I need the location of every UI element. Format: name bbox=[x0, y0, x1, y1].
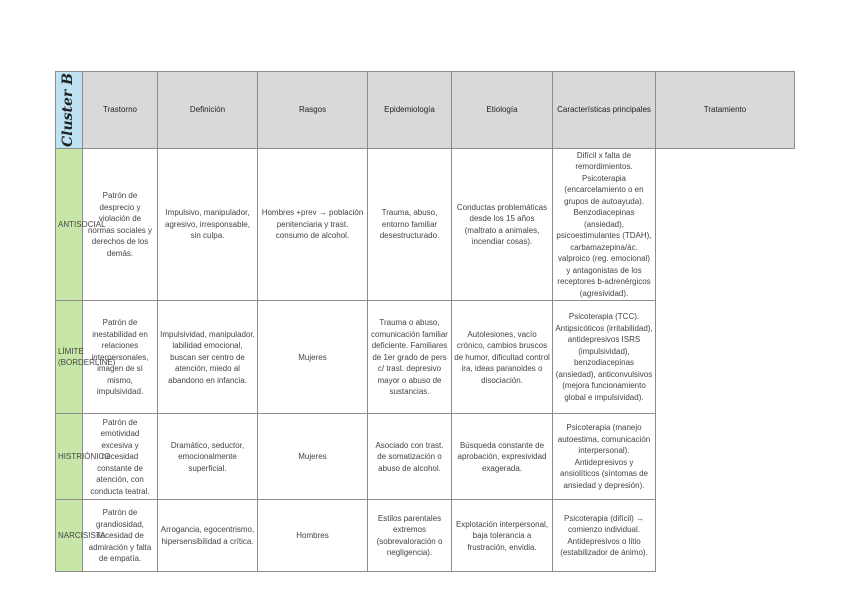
traits-cell: Arrogancia, egocentrismo, hipersensibilidad a crítica. bbox=[158, 500, 258, 572]
treatment-cell: Psicoterapia (TCC). Antipsicóticos (irritabilidad), antidepresivos ISRS (impulsividad), benzodiacepinas (ansiedad), anticonvulsivos (mejora funcionamiento global e impulsividad). bbox=[553, 301, 656, 414]
etiology-cell: Estilos parentales extremos (sobrevaloración o negligencia). bbox=[368, 500, 452, 572]
treatment-cell: Psicoterapia (manejo autoestima, comunicación interpersonal). Antidepresivos y ansiolíticos (síntomas de ansiedad y depresión). bbox=[553, 414, 656, 500]
disorder-name: LÍMITE (BORDERLINE) bbox=[56, 301, 83, 414]
disorder-name: ANTISOCIAL bbox=[56, 148, 83, 301]
etiology-cell: Asociado con trast. de somatización o abuso de alcohol. bbox=[368, 414, 452, 500]
definition-cell: Patrón de grandiosidad, necesidad de admiración y falta de empatía. bbox=[83, 500, 158, 572]
header-epidemiologia: Epidemiología bbox=[368, 72, 452, 149]
definition-cell: Patrón de desprecio y violación de normas sociales y derechos de los demás. bbox=[83, 148, 158, 301]
header-trastorno: Trastorno bbox=[83, 72, 158, 149]
epidemiology-cell: Mujeres bbox=[258, 414, 368, 500]
etiology-cell: Trauma o abuso, comunicación familiar deficiente. Familiares de 1er grado de pers c/ trast. depresivo mayor o abuso de sustancias. bbox=[368, 301, 452, 414]
definition-cell: Patrón de emotividad excesiva y necesidad constante de atención, con conducta teatral. bbox=[83, 414, 158, 500]
table-row bbox=[56, 301, 795, 414]
cluster-label: Cluster B bbox=[60, 73, 77, 147]
treatment-cell: Difícil x falta de remordimientos. Psicoterapia (encarcelamiento o en grupos de autoayuda). Benzodiacepinas (ansiedad), psicoestimulantes (TDAH), carbamazepina/ác. valproico (reg. emocional) y antagonistas de los receptores b-adrenérgicos (agresividad). bbox=[553, 148, 656, 301]
traits-cell: Impulsivo, manipulador, agresivo, irresponsable, sin culpa. bbox=[158, 148, 258, 301]
header-definicion: Definición bbox=[158, 72, 258, 149]
treatment-cell: Psicoterapia (difícil) → comienzo individual. Antidepresivos o litio (estabilizador de ánimo). bbox=[553, 500, 656, 572]
cluster-label-cell bbox=[56, 72, 83, 149]
characteristics-cell: Autolesiones, vacío crónico, cambios bruscos de humor, dificultad control ira, ideas paranoides o disociación. bbox=[452, 301, 553, 414]
table-row bbox=[56, 414, 795, 500]
traits-cell: Impulsividad, manipulador, labilidad emocional, buscan ser centro de atención, miedo al abandono en infancia. bbox=[158, 301, 258, 414]
header-etiologia: Etiología bbox=[452, 72, 553, 149]
etiology-cell: Trauma, abuso, entorno familiar desestructurado. bbox=[368, 148, 452, 301]
header-rasgos: Rasgos bbox=[258, 72, 368, 149]
disorder-name: NARCISISTA bbox=[56, 500, 83, 572]
header-row bbox=[56, 72, 795, 149]
epidemiology-cell: Hombres +prev → población penitenciaria y trast. consumo de alcohol. bbox=[258, 148, 368, 301]
disorder-name: HISTRIÓNICO bbox=[56, 414, 83, 500]
characteristics-cell: Explotación interpersonal, baja tolerancia a frustración, envidia. bbox=[452, 500, 553, 572]
epidemiology-cell: Hombres bbox=[258, 500, 368, 572]
characteristics-cell: Conductas problemáticas desde los 15 años (maltrato a animales, incendiar cosas). bbox=[452, 148, 553, 301]
table-row bbox=[56, 500, 795, 572]
definition-cell: Patrón de inestabilidad en relaciones interpersonales, imagen de sí mismo, impulsividad. bbox=[83, 301, 158, 414]
characteristics-cell: Búsqueda constante de aprobación, expresividad exagerada. bbox=[452, 414, 553, 500]
header-tratamiento: Tratamiento bbox=[656, 72, 795, 149]
traits-cell: Dramático, seductor, emocionalmente superficial. bbox=[158, 414, 258, 500]
epidemiology-cell: Mujeres bbox=[258, 301, 368, 414]
header-caracteristicas: Características principales bbox=[553, 72, 656, 149]
personality-disorders-table bbox=[55, 71, 795, 572]
table-row bbox=[56, 148, 795, 301]
